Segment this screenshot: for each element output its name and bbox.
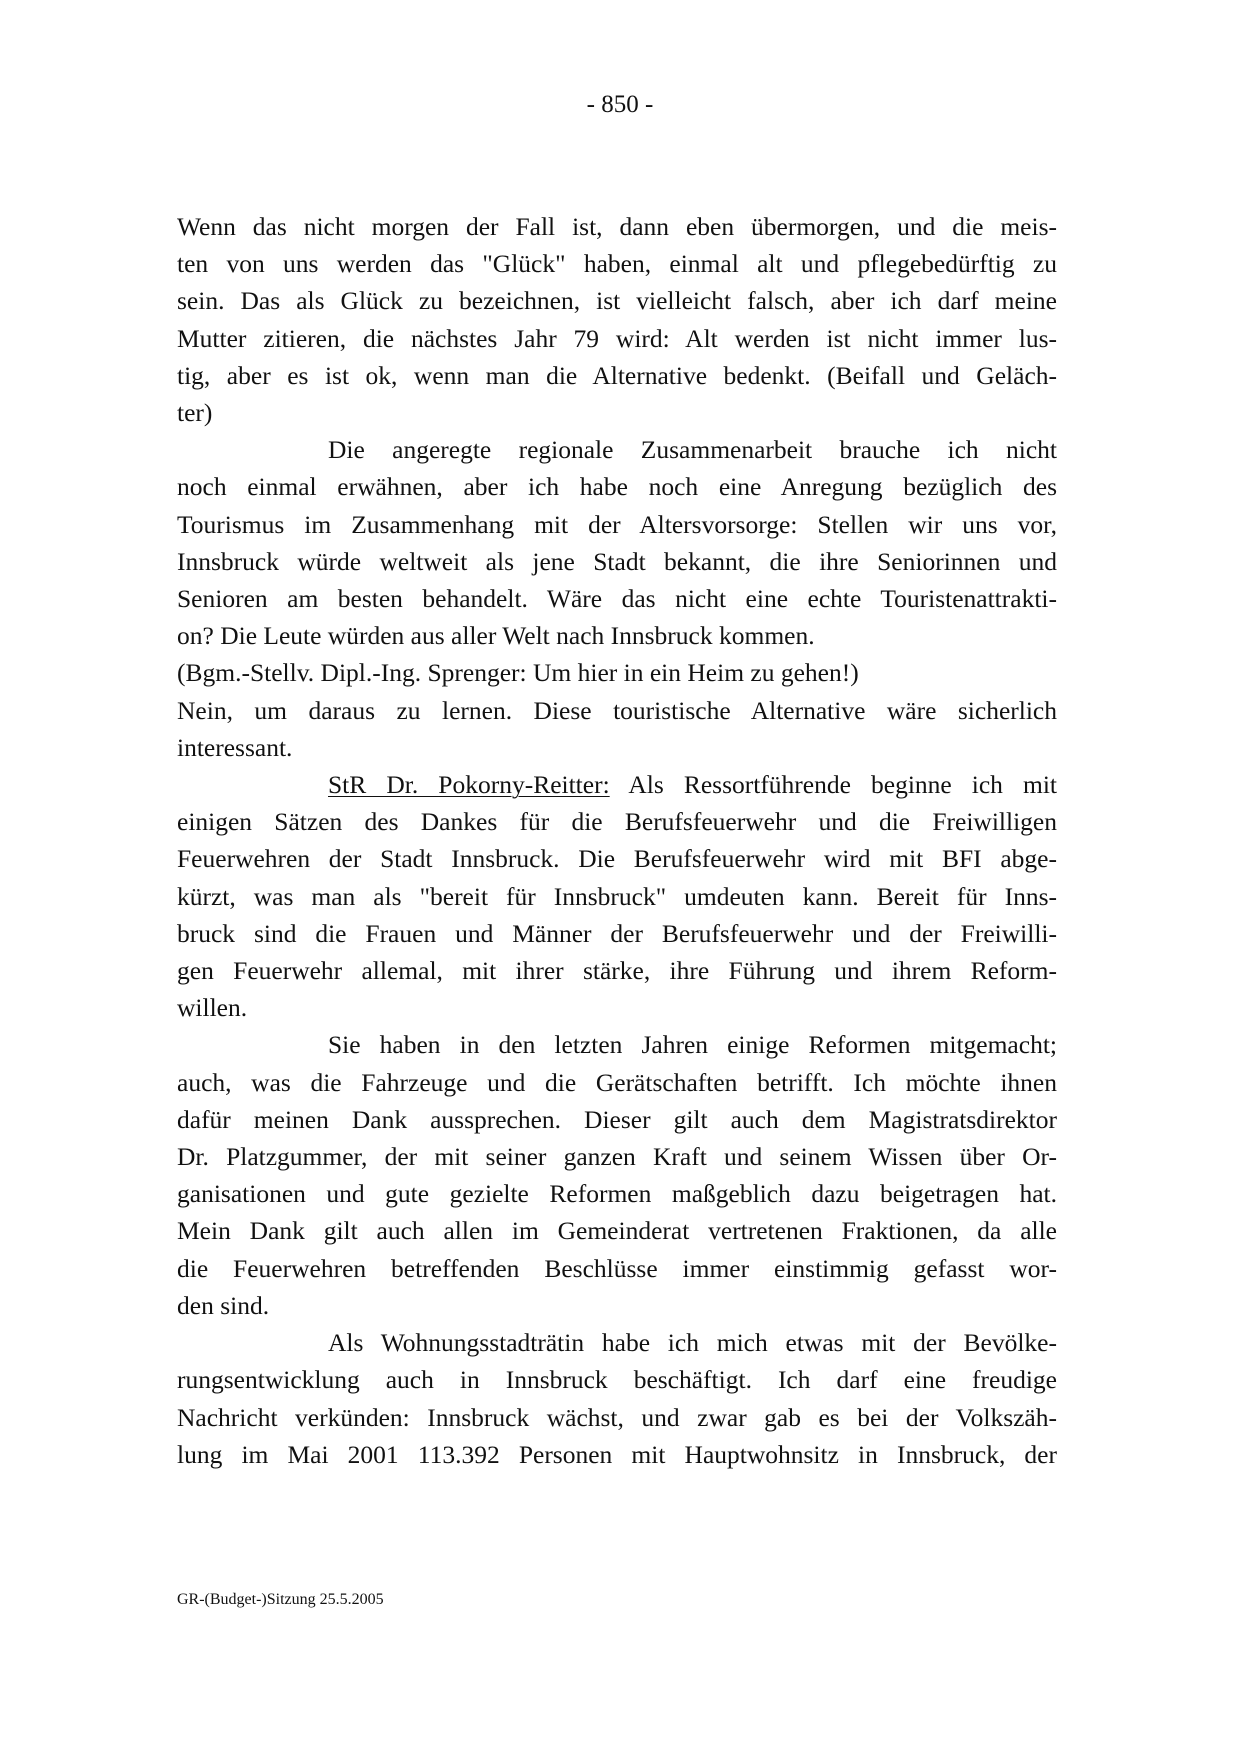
line-text: Sie haben in den letzten Jahren einige Reformen mitgemacht; [328, 1030, 1057, 1060]
text-line [177, 1436, 1057, 1473]
line-text: noch einmal erwähnen, aber ich habe noch eine Anregung bezüglich des [177, 472, 1057, 502]
text-line [177, 766, 1057, 803]
footer-session-label: GR-(Budget-)Sitzung 25.5.2005 [177, 1591, 384, 1608]
line-text: Mutter zitieren, die nächstes Jahr 79 wird: Alt werden ist nicht immer lus- [177, 323, 1057, 353]
text-line [177, 1399, 1057, 1436]
text-line [177, 357, 1057, 394]
line-text: Senioren am besten behandelt. Wäre das nicht eine echte Touristenattrakti- [177, 584, 1057, 614]
line-text: tig, aber es ist ok, wenn man die Alternative bedenkt. (Beifall und Geläch- [177, 360, 1057, 390]
line-text: ten von uns werden das "Glück" haben, einmal alt und pflegebedürftig zu [177, 249, 1057, 279]
line-text: interessant. [177, 732, 293, 762]
line-text: gen Feuerwehr allemal, mit ihrer stärke, ihre Führung und ihrem Reform- [177, 956, 1057, 986]
text-line [177, 803, 1057, 840]
speaker-name: StR Dr. Pokorny-Reitter: [328, 770, 610, 800]
text-line [177, 1361, 1057, 1398]
text-line [177, 208, 1057, 245]
line-text: rungsentwicklung auch in Innsbruck beschäftigt. Ich darf eine freudige [177, 1365, 1057, 1395]
text-line [177, 617, 1057, 654]
line-text: Mein Dank gilt auch allen im Gemeinderat vertretenen Fraktionen, da alle [177, 1216, 1057, 1246]
line-text: lung im Mai 2001 113.392 Personen mit Hauptwohnsitz in Innsbruck, der [177, 1439, 1057, 1469]
text-line [177, 543, 1057, 580]
text-line [177, 989, 1057, 1026]
page-number: - 850 - [586, 91, 654, 118]
line-text: bruck sind die Frauen und Männer der Berufsfeuerwehr und der Freiwilli- [177, 918, 1057, 948]
line-text: Wenn das nicht morgen der Fall ist, dann eben übermorgen, und die meis- [177, 212, 1057, 241]
line-text: Feuerwehren der Stadt Innsbruck. Die Berufsfeuerwehr wird mit BFI abge- [177, 844, 1057, 874]
line-text: Als Wohnungsstadträtin habe ich mich etwas mit der Bevölke- [328, 1328, 1057, 1358]
line-text: ter) [177, 398, 213, 428]
line-text: Nein, um daraus zu lernen. Diese touristische Alternative wäre sicherlich [177, 695, 1057, 725]
text-line [177, 1026, 1057, 1063]
line-text: Tourismus im Zusammenhang mit der Altersvorsorge: Stellen wir uns vor, [177, 509, 1057, 539]
text-line [177, 320, 1057, 357]
line-text: dafür meinen Dank aussprechen. Dieser gilt auch dem Magistratsdirektor [177, 1104, 1057, 1134]
text-line [177, 1287, 1057, 1324]
text-line [177, 431, 1057, 468]
line-text: (Bgm.-Stellv. Dipl.-Ing. Sprenger: Um hier in ein Heim zu gehen!) [177, 658, 859, 688]
text-line [177, 692, 1057, 729]
line-text: sein. Das als Glück zu bezeichnen, ist vielleicht falsch, aber ich darf meine [177, 286, 1057, 316]
text-line [177, 245, 1057, 282]
line-text: auch, was die Fahrzeuge und die Gerätschaften betrifft. Ich möchte ihnen [177, 1067, 1057, 1097]
text-line [177, 394, 1057, 431]
line-text: Als Ressortführende beginne ich mit [609, 770, 1057, 800]
text-line [177, 1324, 1057, 1361]
line-text: Nachricht verkünden: Innsbruck wächst, und zwar gab es bei der Volkszäh- [177, 1402, 1057, 1432]
line-text: ganisationen und gute gezielte Reformen maßgeblich dazu beigetragen hat. [177, 1179, 1057, 1209]
line-text: kürzt, was man als "bereit für Innsbruck" umdeuten kann. Bereit für Inns- [177, 881, 1057, 911]
line-text: on? Die Leute würden aus aller Welt nach Innsbruck kommen. [177, 621, 815, 651]
text-line [177, 1101, 1057, 1138]
text-line [177, 1064, 1057, 1101]
text-line [177, 952, 1057, 989]
text-line [177, 1212, 1057, 1249]
line-text: willen. [177, 993, 248, 1023]
text-line [177, 729, 1057, 766]
line-text: Innsbruck würde weltweit als jene Stadt bekannt, die ihre Seniorinnen und [177, 546, 1057, 576]
text-line [177, 282, 1057, 319]
line-text: die Feuerwehren betreffenden Beschlüsse immer einstimmig gefasst wor- [177, 1253, 1057, 1283]
text-line [177, 1250, 1057, 1287]
text-line [177, 1175, 1057, 1212]
line-text: Die angeregte regionale Zusammenarbeit brauche ich nicht [328, 435, 1057, 465]
line-text: einigen Sätzen des Dankes für die Berufsfeuerwehr und die Freiwilligen [177, 807, 1057, 837]
line-text: Dr. Platzgummer, der mit seiner ganzen Kraft und seinem Wissen über Or- [177, 1142, 1057, 1172]
text-line [177, 468, 1057, 505]
document-body [177, 208, 1057, 1473]
text-line [177, 580, 1057, 617]
text-line [177, 654, 1057, 691]
line-text: den sind. [177, 1290, 270, 1320]
text-line [177, 1138, 1057, 1175]
text-line [177, 878, 1057, 915]
text-line [177, 506, 1057, 543]
text-line [177, 915, 1057, 952]
text-line [177, 840, 1057, 877]
